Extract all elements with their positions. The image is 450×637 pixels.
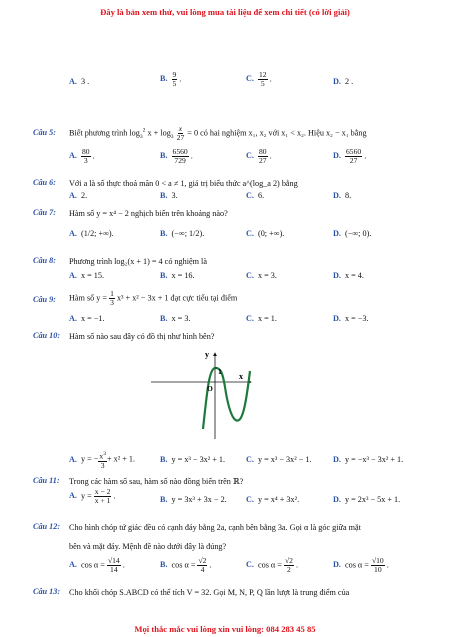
q12-label: Câu 12: xyxy=(33,522,61,531)
q4-answer-b[interactable]: B. $\frac{9}{5}$ . xyxy=(160,70,182,88)
q5-answer-d[interactable]: D. $\frac{6560}{27}$ . xyxy=(333,147,367,165)
q13-text: Cho khối chóp S.ABCD có thể tích V = 32. Gọi M, N, P, Q lần lượt là trung điểm của xyxy=(69,588,350,597)
cubic-graph xyxy=(147,347,257,442)
q4-answer-a[interactable]: A. 3 . xyxy=(69,77,90,86)
q7-label: Câu 7: xyxy=(33,208,56,217)
q5-answer-c[interactable]: C. $\frac{80}{27}$ . xyxy=(246,147,272,165)
q10-text: Hàm số nào sau đây có đồ thị như hình bên? xyxy=(69,332,215,341)
x-axis-label: x xyxy=(239,372,243,381)
q11-answer-d[interactable]: D. y = 2x³ − 5x + 1. xyxy=(333,495,401,504)
q7-answer-b[interactable]: B. (−∞; 1/2). xyxy=(160,229,205,238)
q12-text-line2: bên và mặt đáy. Mệnh đề nào dưới đây là đúng? xyxy=(69,542,227,551)
q12-answer-c[interactable]: C. cos α = $\frac{√2}{2}$ . xyxy=(246,556,298,574)
q9-answer-d[interactable]: D. x = −3. xyxy=(333,314,369,323)
q12-text-line1: Cho hình chóp tứ giác đều có cạnh đáy bằng 2a, cạnh bên bằng 3a. Gọi α là góc giữa mặt xyxy=(69,523,361,532)
q5-answer-b[interactable]: B. $\frac{6560}{729}$ . xyxy=(160,147,193,165)
q8-answer-a[interactable]: A. x = 15. xyxy=(69,271,105,280)
q6-answer-d[interactable]: D. 8. xyxy=(333,191,352,200)
q9-text: Hàm số y = $\frac{1}{3}$ x³ + x² − 3x + 1 đạt cực tiểu tại điểm xyxy=(69,289,238,307)
q4-answer-c[interactable]: C. $\frac{12}{5}$ . xyxy=(246,70,272,88)
q8-answer-c[interactable]: C. x = 3. xyxy=(246,271,277,280)
q8-answer-b[interactable]: B. x = 16. xyxy=(160,271,195,280)
header-banner: Đây là bản xem thử, vui lòng mua tài liệu để xem chi tiết (có lời giải) xyxy=(100,7,350,17)
q7-text: Hàm số y = x⁴ − 2 nghịch biến trên khoảng nào? xyxy=(69,209,228,218)
q6-text: Với a là số thực thoả mãn 0 < a ≠ 1, giá trị biểu thức a^(log_a 2) bằng xyxy=(69,179,298,188)
q9-label: Câu 9: xyxy=(33,295,56,304)
q5-text: Biết phương trình $\log_3^2 x + \log_3$ $\frac{x}{27}$ = 0 có hai nghiệm x₁, x₂ với x₁ < x₂. Hiệu x₂ − x₁ bằng xyxy=(69,124,367,142)
q4-answer-d[interactable]: D. 2 . xyxy=(333,77,354,86)
q6-answer-a[interactable]: A. 2. xyxy=(69,191,88,200)
q11-text: Trong các hàm số sau, hàm số nào đồng biến trên ℝ? xyxy=(69,477,244,486)
q6-label: Câu 6: xyxy=(33,178,56,187)
q6-answer-b[interactable]: B. 3. xyxy=(160,191,178,200)
q8-text: Phương trình log₂(x + 1) = 4 có nghiệm là xyxy=(69,257,207,266)
q12-answer-a[interactable]: A. cos α = $\frac{√14}{14}$ . xyxy=(69,556,125,574)
q7-answer-c[interactable]: C. (0; +∞). xyxy=(246,229,285,238)
q5-label: Câu 5: xyxy=(33,128,56,137)
q11-label: Câu 11: xyxy=(33,476,60,485)
q9-answer-c[interactable]: C. x = 1. xyxy=(246,314,277,323)
q13-label: Câu 13: xyxy=(33,587,61,596)
q11-answer-a[interactable]: A. y = $\frac{x - 2}{x + 1}$ . xyxy=(69,487,116,505)
q10-answer-a[interactable]: A. y = − $\frac{x^3}{3}$ + x² + 1. xyxy=(69,451,136,470)
q11-answer-c[interactable]: C. y = x⁴ + 3x². xyxy=(246,495,300,504)
q8-label: Câu 8: xyxy=(33,256,56,265)
q10-answer-d[interactable]: D. y = −x³ − 3x² + 1. xyxy=(333,455,404,464)
q7-answer-a[interactable]: A. (1/2; +∞). xyxy=(69,229,114,238)
q9-answer-a[interactable]: A. x = −1. xyxy=(69,314,105,323)
q12-answer-d[interactable]: D. cos α = $\frac{√10}{10}$ . xyxy=(333,556,389,574)
q11-answer-b[interactable]: B. y = 3x³ + 3x − 2. xyxy=(160,495,227,504)
q5-answer-a[interactable]: A. $\frac{80}{3}$ . xyxy=(69,147,95,165)
origin-label: O xyxy=(207,384,213,393)
q10-answer-c[interactable]: C. y = x³ − 3x² − 1. xyxy=(246,455,312,464)
q9-answer-b[interactable]: B. x = 3. xyxy=(160,314,191,323)
q10-answer-b[interactable]: B. y = x³ − 3x² + 1. xyxy=(160,455,226,464)
q7-answer-d[interactable]: D. (−∞; 0). xyxy=(333,229,372,238)
q10-label: Câu 10: xyxy=(33,331,61,340)
y-axis-label: y xyxy=(205,350,209,359)
q8-answer-d[interactable]: D. x = 4. xyxy=(333,271,364,280)
q6-answer-c[interactable]: C. 6. xyxy=(246,191,265,200)
q12-answer-b[interactable]: B. cos α = $\frac{√2}{4}$ . xyxy=(160,556,212,574)
tick-one-label: 1 xyxy=(218,367,222,376)
footer-banner: Mọi thắc mắc vui lòng xin vui lòng: 084 283 45 85 xyxy=(134,624,316,634)
